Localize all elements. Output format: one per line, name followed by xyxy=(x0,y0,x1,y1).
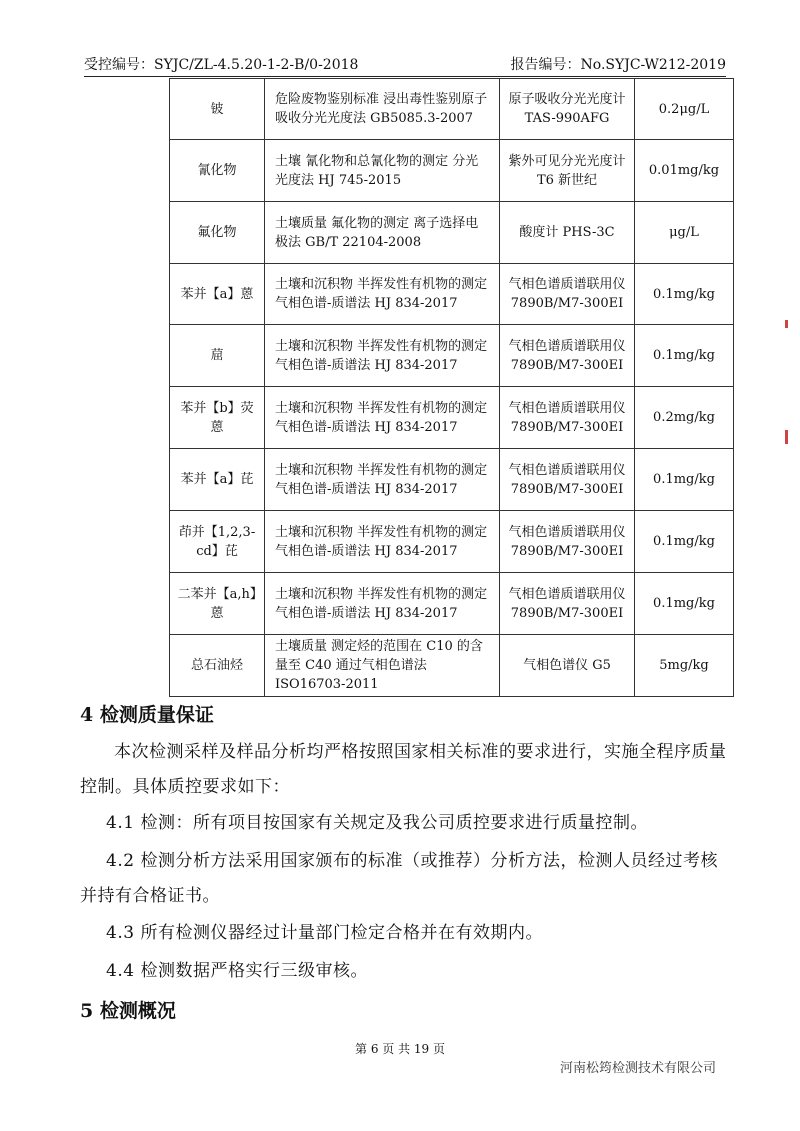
table-row xyxy=(170,202,734,264)
detection-method-table xyxy=(169,78,734,697)
section-4-item-1: 4.1 检测：所有项目按国家有关规定及我公司质控要求进行质量控制。 xyxy=(106,813,648,833)
detection-limit-cell: 0.1mg/kg xyxy=(635,264,734,325)
table-row xyxy=(170,635,734,697)
instrument-cell: 气相色谱质谱联用仪 7890B/M7-300EI xyxy=(500,449,635,511)
section-4-title: 4 检测质量保证 xyxy=(80,704,214,726)
instrument-cell: 气相色谱质谱联用仪 7890B/M7-300EI xyxy=(500,573,635,635)
detection-limit-cell: 0.1mg/kg xyxy=(635,573,734,635)
method-standard-cell: 土壤质量 氟化物的测定 离子选择电极法 GB/T 22104-2008 xyxy=(265,202,500,264)
test-item-cell: 总石油烃 xyxy=(170,635,265,697)
section-5-title: 5 检测概况 xyxy=(80,1000,176,1022)
section-4-intro: 本次检测采样及样品分析均严格按照国家相关标准的要求进行，实施全程序质量控制。具体质控要求如下： xyxy=(80,742,727,797)
page-header xyxy=(84,52,726,77)
instrument-cell: 气相色谱质谱联用仪 7890B/M7-300EI xyxy=(500,511,635,573)
table-row xyxy=(170,573,734,635)
table-row xyxy=(170,387,734,449)
report-number: 报告编号：No.SYJC-W212-2019 xyxy=(510,57,726,73)
instrument-cell: 气相色谱质谱联用仪 7890B/M7-300EI xyxy=(500,325,635,387)
table-row xyxy=(170,264,734,325)
detection-limit-cell: 0.2mg/kg xyxy=(635,387,734,449)
test-item-cell: 茚并【1,2,3-cd】芘 xyxy=(170,511,265,573)
method-standard-cell: 危险废物鉴别标准 浸出毒性鉴别原子吸收分光光度法 GB5085.3-2007 xyxy=(265,79,500,140)
method-standard-cell: 土壤和沉积物 半挥发性有机物的测定 气相色谱-质谱法 HJ 834-2017 xyxy=(265,449,500,511)
page-number: 第 6 页 共 19 页 xyxy=(355,1042,445,1056)
scan-edge-mark xyxy=(785,320,788,328)
test-item-cell: 苯并【a】蒽 xyxy=(170,264,265,325)
company-name: 河南松筠检测技术有限公司 xyxy=(559,1061,716,1076)
instrument-cell: 原子吸收分光光度计 TAS-990AFG xyxy=(500,79,635,140)
table-row xyxy=(170,79,734,140)
test-item-cell: 䓛 xyxy=(170,325,265,387)
test-item-cell: 二苯并【a,h】蒽 xyxy=(170,573,265,635)
detection-limit-cell: 5mg/kg xyxy=(635,635,734,697)
instrument-cell: 酸度计 PHS-3C xyxy=(500,202,635,264)
method-standard-cell: 土壤和沉积物 半挥发性有机物的测定 气相色谱-质谱法 HJ 834-2017 xyxy=(265,511,500,573)
detection-limit-cell: 0.1mg/kg xyxy=(635,511,734,573)
detection-limit-cell: 0.2μg/L xyxy=(635,79,734,140)
detection-limit-cell: 0.1mg/kg xyxy=(635,449,734,511)
method-standard-cell: 土壤和沉积物 半挥发性有机物的测定 气相色谱-质谱法 HJ 834-2017 xyxy=(265,325,500,387)
method-standard-cell: 土壤和沉积物 半挥发性有机物的测定 气相色谱-质谱法 HJ 834-2017 xyxy=(265,264,500,325)
section-4-item-3: 4.3 所有检测仪器经过计量部门检定合格并在有效期内。 xyxy=(106,923,543,943)
table-row xyxy=(170,140,734,202)
scan-edge-mark xyxy=(785,430,788,444)
table-row xyxy=(170,511,734,573)
table-row xyxy=(170,449,734,511)
test-item-cell: 苯并【a】芘 xyxy=(170,449,265,511)
detection-limit-cell: 0.1mg/kg xyxy=(635,325,734,387)
section-4-item-4: 4.4 检测数据严格实行三级审核。 xyxy=(106,961,368,981)
instrument-cell: 紫外可见分光光度计 T6 新世纪 xyxy=(500,140,635,202)
control-number: 受控编号：SYJC/ZL-4.5.20-1-2-B/0-2018 xyxy=(84,57,359,73)
instrument-cell: 气相色谱质谱联用仪 7890B/M7-300EI xyxy=(500,264,635,325)
section-4-item-2: 4.2 检测分析方法采用国家颁布的标准（或推荐）分析方法，检测人员经过考核并持有合格证书。 xyxy=(80,851,718,906)
instrument-cell: 气相色谱质谱联用仪 7890B/M7-300EI xyxy=(500,387,635,449)
test-item-cell: 铍 xyxy=(170,79,265,140)
method-standard-cell: 土壤 氰化物和总氰化物的测定 分光光度法 HJ 745-2015 xyxy=(265,140,500,202)
method-standard-cell: 土壤和沉积物 半挥发性有机物的测定 气相色谱-质谱法 HJ 834-2017 xyxy=(265,573,500,635)
detection-limit-cell: μg/L xyxy=(635,202,734,264)
test-item-cell: 氰化物 xyxy=(170,140,265,202)
table-row xyxy=(170,325,734,387)
instrument-cell: 气相色谱仪 G5 xyxy=(500,635,635,697)
detection-limit-cell: 0.01mg/kg xyxy=(635,140,734,202)
test-item-cell: 氟化物 xyxy=(170,202,265,264)
method-standard-cell: 土壤质量 测定烃的范围在 C10 的含量至 C40 通过气相色谱法 ISO16703-2011 xyxy=(265,635,500,697)
method-standard-cell: 土壤和沉积物 半挥发性有机物的测定 气相色谱-质谱法 HJ 834-2017 xyxy=(265,387,500,449)
test-item-cell: 苯并【b】荧蒽 xyxy=(170,387,265,449)
